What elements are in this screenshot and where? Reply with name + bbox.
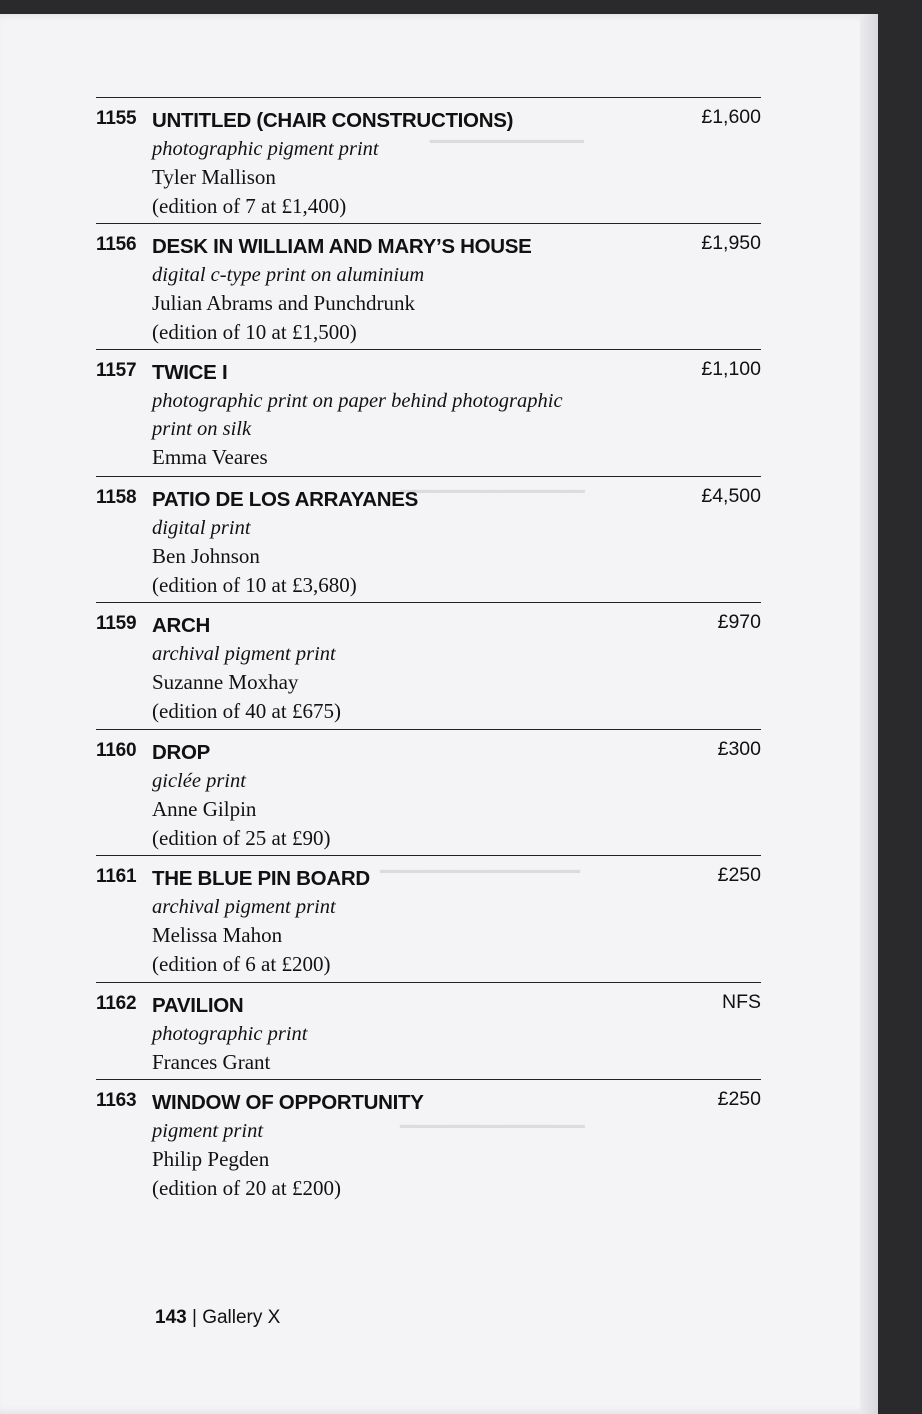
lot-entry (96, 97, 761, 223)
lot-price: £1,950 (701, 232, 761, 254)
lot-price: £1,600 (701, 106, 761, 128)
lot-price: £970 (717, 611, 761, 633)
lot-medium: giclée print (152, 770, 246, 792)
lot-artist: Tyler Mallison (152, 165, 276, 189)
lot-medium: digital c-type print on aluminium (152, 264, 425, 286)
lot-entry (96, 1079, 761, 1205)
page-footer (155, 1307, 280, 1329)
show-through-text: ▁▁▁▁▁▁▁▁▁▁▁▁ (400, 1106, 585, 1128)
lot-entry (96, 223, 761, 349)
lot-artist: Melissa Mahon (152, 923, 283, 947)
section-name: Gallery X (202, 1307, 281, 1328)
lot-entry (96, 476, 761, 602)
lot-price: £4,500 (701, 485, 761, 507)
lot-medium: pigment print (152, 1120, 264, 1142)
lot-title: ARCH (152, 614, 211, 637)
page-edge (860, 14, 878, 1414)
lot-title: UNTITLED (CHAIR CONSTRUCTIONS) (152, 109, 514, 132)
lot-edition: (edition of 7 at £1,400) (152, 194, 347, 218)
lot-edition: (edition of 6 at £200) (152, 952, 331, 976)
lot-entry (96, 349, 761, 476)
lot-number: 1162 (96, 993, 137, 1014)
lot-entry (96, 855, 761, 982)
lot-title: TWICE I (152, 361, 228, 384)
lot-artist: Ben Johnson (152, 544, 260, 568)
lot-medium: archival pigment print (152, 643, 336, 665)
lot-list (96, 97, 761, 1205)
lot-edition: (edition of 20 at £200) (152, 1176, 341, 1200)
lot-number: 1160 (96, 740, 137, 761)
lot-edition: (edition of 10 at £3,680) (152, 573, 357, 597)
lot-medium: photographic print (152, 1023, 308, 1045)
lot-edition: (edition of 40 at £675) (152, 699, 341, 723)
lot-artist: Philip Pegden (152, 1147, 270, 1171)
lot-number: 1157 (96, 360, 137, 381)
lot-artist: Emma Veares (152, 445, 268, 469)
lot-medium: digital print (152, 517, 251, 539)
lot-title: PAVILION (152, 994, 244, 1017)
lot-edition: (edition of 25 at £90) (152, 826, 331, 850)
lot-number: 1158 (96, 487, 137, 508)
lot-number: 1161 (96, 866, 137, 887)
lot-medium: print on silk (152, 418, 252, 440)
lot-number: 1155 (96, 108, 137, 129)
lot-number: 1156 (96, 234, 137, 255)
lot-medium: photographic pigment print (152, 138, 379, 160)
lot-price: £1,100 (701, 358, 761, 380)
lot-entry (96, 602, 761, 729)
show-through-text: ▁▁▁▁▁▁▁▁▁▁▁▁▁ (380, 851, 580, 873)
lot-artist: Frances Grant (152, 1050, 271, 1074)
lot-number: 1163 (96, 1090, 137, 1111)
lot-price: NFS (722, 991, 761, 1013)
lot-artist: Julian Abrams and Punchdrunk (152, 291, 416, 315)
show-through-text: ▁▁▁▁▁▁▁▁▁▁▁▁ (400, 471, 585, 493)
lot-edition: (edition of 10 at £1,500) (152, 320, 357, 344)
lot-medium: archival pigment print (152, 896, 336, 918)
lot-medium: photographic print on paper behind photographic (152, 390, 563, 412)
lot-artist: Suzanne Moxhay (152, 670, 299, 694)
lot-title: PATIO DE LOS ARRAYANES (152, 488, 419, 511)
lot-price: £300 (717, 738, 761, 760)
show-through-text: ▁▁▁▁▁▁▁▁▁▁ (430, 121, 584, 143)
lot-price: £250 (717, 864, 761, 886)
lot-title: DESK IN WILLIAM AND MARY’S HOUSE (152, 235, 532, 258)
lot-entry (96, 729, 761, 855)
footer-separator: | (191, 1307, 197, 1328)
lot-price: £250 (717, 1088, 761, 1110)
lot-artist: Anne Gilpin (152, 797, 257, 821)
page-number: 143 (155, 1307, 187, 1328)
lot-number: 1159 (96, 613, 137, 634)
lot-title: THE BLUE PIN BOARD (152, 867, 370, 890)
lot-title: DROP (152, 741, 211, 764)
lot-entry (96, 982, 761, 1079)
lot-title: WINDOW OF OPPORTUNITY (152, 1091, 424, 1114)
